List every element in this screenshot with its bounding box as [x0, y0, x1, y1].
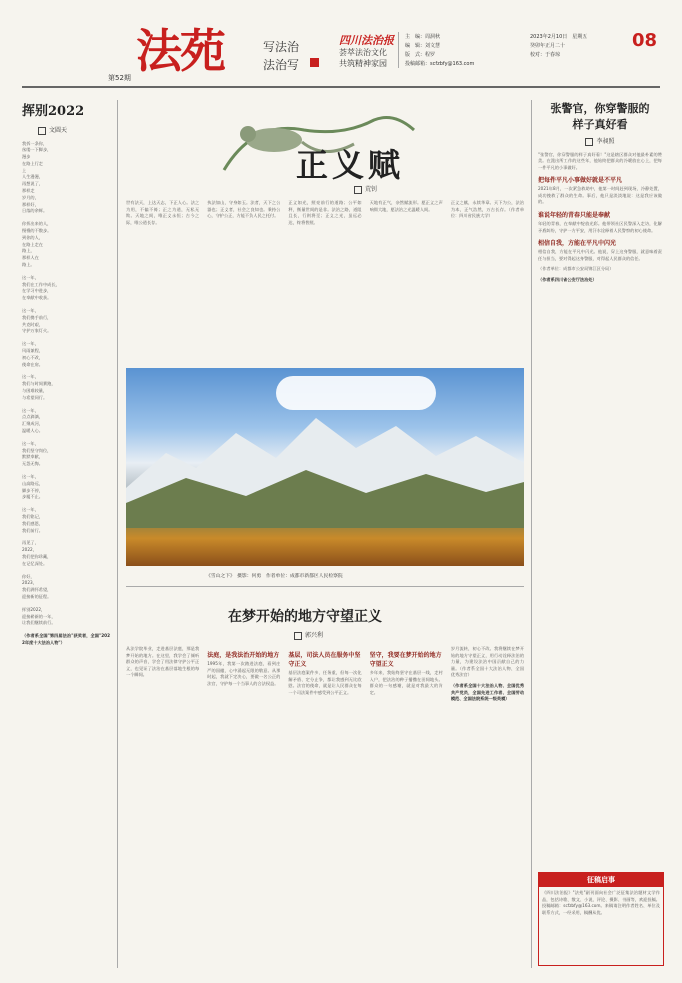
poem-stanza: 你挥出来的人， 慢慢的不散步。 到你的人， 在路上走在 路上， 那样人在 路上。	[22, 221, 52, 268]
text-column	[288, 646, 361, 960]
masthead	[0, 0, 682, 90]
poem-stanza: 我拆一条你， 丝缕一下脚步， 漫步 在路上行走 上 人生漫漫， 再想说了， 那样走 岁月的， 那样好， 日落的余辉。	[22, 140, 52, 214]
poem-byline	[38, 125, 110, 135]
brand-sub-2: 共筑精神家园	[339, 59, 387, 68]
text-column	[451, 200, 524, 360]
poem-stanza: 这一年， 山高路远， 脚步不停， 步履不止。	[22, 473, 43, 500]
police-title-1: 张警官，你穿警服的	[550, 102, 650, 115]
poem-footnote: （作者系全国"第四届法治"获奖者，全国"2022年度十大法治人物"）	[22, 633, 110, 645]
landscape-photo	[126, 368, 524, 566]
poem-author: 文圆天	[49, 127, 68, 134]
poem-stanza: 你好， 2023， 我们满怀希望， 迎接新的征程。	[22, 573, 52, 599]
masthead-info: 主 编：周洞秋 编 辑：刘文慧 版 式：程罗 投稿邮箱：scfzbfy@163.com	[405, 34, 475, 67]
section-subhead: 把每件平凡小事做好就是不平凡	[538, 177, 623, 185]
text-column	[207, 200, 280, 360]
zhengyi-article	[126, 96, 524, 364]
editor-label: 主 编	[405, 34, 421, 40]
page-editor: 刘文慧	[425, 43, 441, 49]
section-subhead: 坚守，我要在梦开始的地方守望正义	[369, 652, 442, 668]
police-body	[538, 152, 662, 772]
paragraph: 年轻的青春，在奉献中绽放光彩。他带领社区民警深入走访，化解矛盾纠纷，守护一方平安，用汗水诠释着人民警察的初心使命。	[538, 221, 662, 233]
seal-icon	[310, 58, 319, 67]
dream-author: 郭兴利	[305, 632, 324, 639]
byline-square-icon	[38, 127, 46, 135]
police-byline	[538, 136, 662, 146]
paragraph: 正义如光，照亮前行的道路；公平如秤，衡量世间的是非。法治之路，道阻且长，行则将至；正义之光，虽远必达，终将普照。	[288, 200, 362, 225]
poem-stanza: 挥别2022， 迎接崭新的一年， 让我们继续前行。	[22, 606, 56, 626]
poem-stanza: 这一年， 我们铭记， 我们感恩， 我们前行。	[22, 507, 43, 533]
poem-stanza: 这一年， 我们携手前行， 共克时艰， 守护万家灯火。	[22, 308, 52, 334]
text-column	[370, 646, 443, 960]
text-column	[207, 646, 280, 960]
text-column	[370, 200, 443, 360]
section-subhead: 法庭，是我法治开始的地方	[207, 652, 280, 659]
zhengyi-body	[126, 200, 524, 360]
paragraph: 1995年，我第一次踏进法庭，看到庄严的国徽，心中涌起无限的敬意。从那时起，我就下定决心，要做一名公正的法官，守护每一个当事人的合法权益。	[207, 661, 281, 686]
poem-body	[22, 141, 110, 628]
paragraph: 基层法庭案件多、任务重，但每一次化解矛盾、定分止争，都让我感到无比欣慰。法官的使命，就是让人民群众在每一个司法案件中感受到公平正义。	[288, 670, 362, 695]
masthead-slogan-2: 法治写	[263, 58, 300, 72]
brand-name: 四川法治报	[339, 34, 394, 47]
brand-sub-1: 荟萃法治文化	[339, 48, 387, 57]
paragraph: 执法如山，守身如玉。法者，天下之公器也；正义者，社会之良知也。秉持公心，守护公正，方能不负人民之托付。	[207, 200, 281, 219]
dream-byline	[294, 630, 323, 640]
notice-title: 征稿启事	[539, 873, 663, 887]
zhengyi-title: 正义赋	[296, 146, 405, 184]
poem-stanza: 这一年， 风雨兼程， 初心不改， 使命在肩。	[22, 341, 43, 367]
layout-editor: 程罗	[425, 52, 436, 58]
dream-title: 在梦开始的地方守望正义	[228, 609, 382, 625]
notice-text: 《四川法治报》"法苑"副刊面向社会广泛征集法治题材文学作品，包括诗歌、散文、小说、评论、摄影、书画等，欢迎投稿。投稿邮箱：scfzbfy@163.com。来稿请注明作者姓名、单位及联系方式，一经采用，稿酬从优。	[542, 890, 660, 915]
paragraph: 相信自我，方能在平凡中闪光。他说，穿上这身警服，就意味着责任与担当，要对得起这身警服，对得起人民群众的信任。	[538, 249, 662, 261]
poem-stanza: 这一年， 我们在工作中成长， 在学习中进步， 在奉献中收获。	[22, 274, 60, 301]
paragraph: 2021年8月，一次紧急救助中，他第一时间赶到现场，冷静处置，成功挽救了群众的生命。事后，他只是淡淡地说：这是我应该做的。	[538, 186, 662, 205]
byline-square-icon	[294, 632, 302, 640]
dream-footnote: （作者系全国十大法治人物、全国优秀共产党员，全国先进工作者、全国劳动模范、全国法院系统一级英模）	[450, 682, 525, 702]
layout-label: 版 式	[405, 52, 421, 58]
section-subhead: 谁说年轻的青春只能是奉献	[538, 212, 611, 220]
cloud-icon	[276, 376, 436, 410]
page-editor-label: 编 辑	[405, 43, 421, 49]
paragraph: （作者单位：成都市公安局锦江区分局）	[538, 266, 614, 272]
poem-stanza: 这一年， 点点滴滴， 汇聚成河， 温暖人心。	[22, 407, 43, 433]
proofreader: 校对：于春琼	[530, 52, 561, 58]
landscape-caption: 《雪山之下》 摄影：何勇 作者单位：成都市新都区人民检察院	[206, 574, 343, 579]
masthead-logo: 法苑	[136, 24, 224, 78]
masthead-slogan-1: 写法治	[263, 40, 300, 54]
poem-stanza: 这一年， 我们与时间赛跑， 与困难较量， 与希望同行。	[22, 374, 56, 400]
police-article	[538, 100, 662, 820]
poem-stanza: 再见了， 2022， 我们把你珍藏， 在记忆深处。	[22, 540, 52, 566]
mountain-icon	[126, 408, 524, 528]
police-title-2: 样子真好看	[572, 118, 628, 131]
police-author: 李昶照	[596, 138, 615, 145]
submission-email: 投稿邮箱：scfzbfy@163.com	[405, 61, 475, 67]
dream-body	[126, 646, 524, 960]
paragraph: 多年来，我始终坚守在基层一线，走村入户，把法治的种子播撒在田间地头。群众的一句感谢，就是对我最大的肯定。	[369, 670, 443, 695]
notice-box	[538, 872, 664, 966]
publish-date: 2023年2月10日 星期五	[530, 34, 588, 40]
poem-title: 挥别2022	[22, 104, 85, 119]
page-number: 08	[632, 30, 658, 51]
text-column	[126, 200, 199, 360]
zhengyi-author: 荒钊	[365, 186, 378, 193]
section-subhead: 基层，司法人员在服务中坚守正义	[288, 652, 361, 668]
zhengyi-byline	[354, 184, 377, 194]
text-column	[451, 646, 524, 960]
issue-number: 第52期	[108, 74, 131, 82]
paragraph: 世有法天，上达天志，下正人心。法之为用，不偏不倚；正之为道，无私无欺。天地之间，唯正义永恒；古今之际，唯公道长存。	[126, 200, 200, 225]
section-subhead: 相信自我，方能在平凡中闪光	[538, 240, 617, 248]
paragraph: 天地有正气，杂然赋流形。愿正义之声响彻大地，愿法治之光温暖人间。	[369, 200, 443, 212]
lunar-date: 癸卯年正月二十	[530, 43, 566, 49]
text-column	[126, 646, 199, 960]
police-footnote: （作者系四川省公安厅法治处）	[538, 277, 597, 283]
paragraph: 从法学院毕业，走进基层法庭，那是我梦开始的地方。在这里，我学会了倾听群众的声音，学会了用法律守护公平正义，也见证了法治在基层落地生根的每一个瞬间。	[126, 646, 200, 678]
dream-article	[126, 594, 524, 964]
paragraph: "张警官，你穿警服的样子真好看！"这是辖区群众对他最朴素的赞美。在派出所工作的这些年，他始终把群众的冷暖放在心上，把每一件平凡的小事做好。	[538, 151, 662, 170]
byline-square-icon	[585, 138, 593, 146]
paragraph: 岁月流转，初心不改。我将继续在梦开始的地方守望正义，用行动诠释法治的力量，为建设法治中国贡献自己的力量。（作者系全国十大法治人物、全国优秀法官）	[450, 646, 525, 678]
poem-stanza: 这一年， 我们坚守岗位， 默默奉献， 无怨无悔。	[22, 440, 52, 467]
paragraph: 正义之赋，永续华章。天下为公，法治为本，正气浩然，万古长存。（作者单位：四川省民族大学）	[450, 200, 525, 219]
text-column	[288, 200, 361, 360]
byline-square-icon	[354, 186, 362, 194]
editor: 周洞秋	[425, 34, 441, 40]
masthead-date-block	[530, 33, 587, 60]
poem-article	[22, 100, 110, 968]
